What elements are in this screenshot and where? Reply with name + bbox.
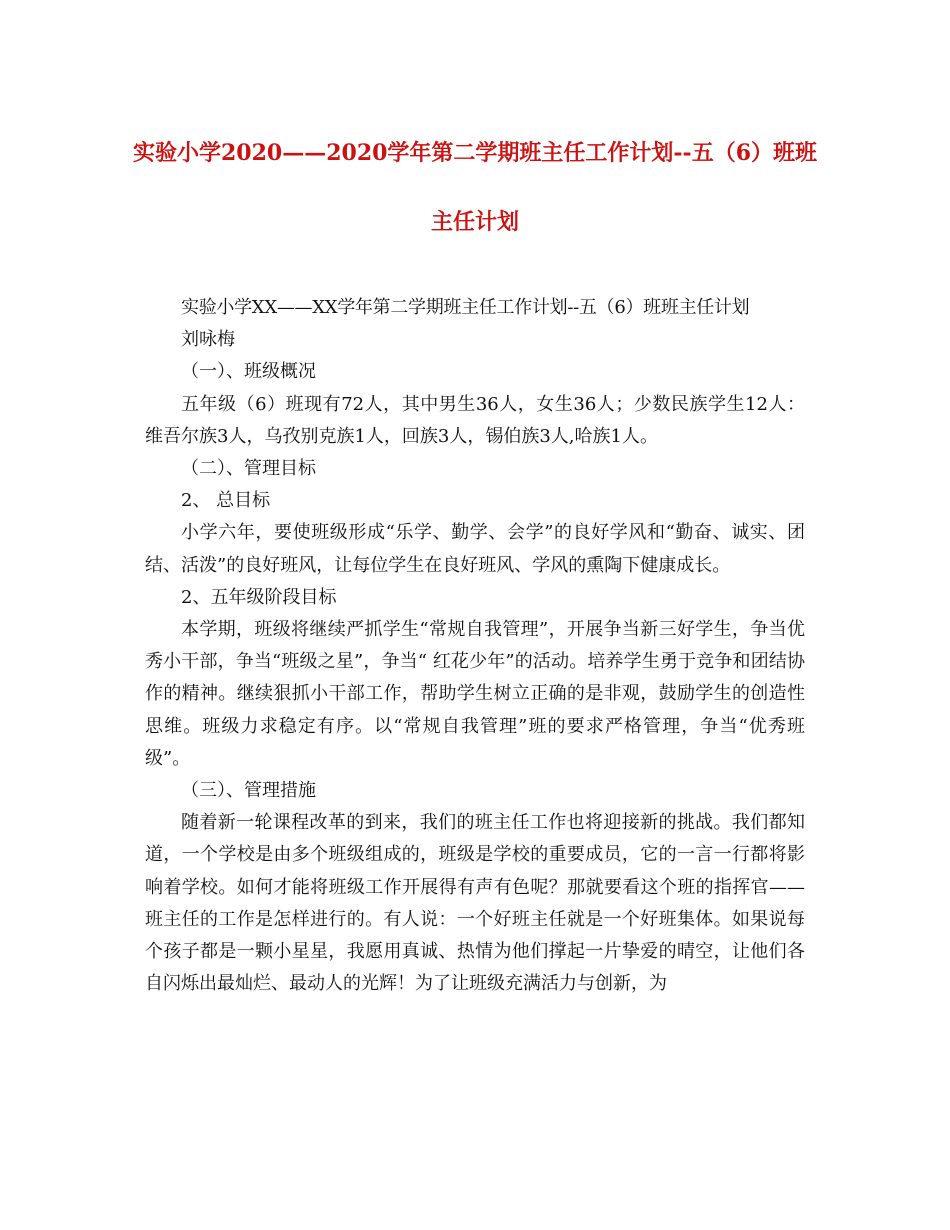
document-title-line-1: 实验小学2020——2020学年第二学期班主任工作计划--五（6）班班 xyxy=(132,140,818,166)
paragraph-overall-goal: 小学六年，要使班级形成“乐学、勤学、会学”的良好学风和“勤奋、诚实、团结、活泼”的良好班风，让每位学生在良好班风、学风的熏陶下健康成长。 xyxy=(145,522,805,576)
paragraph-class-overview: 五年级（6）班现有72人，其中男生36人，女生36人；少数民族学生12人：维吾尔族3人，乌孜别克族1人，回族3人，锡伯族3人,哈族1人。 xyxy=(145,393,805,447)
paragraph-management-measures: 随着新一轮课程改革的到来，我们的班主任工作也将迎接新的挑战。我们都知道，一个学校是由多个班级组成的，班级是学校的重要成员，它的一言一行都将影响着学校。如何才能将班级工作开展得有声有色呢？那就要看这个班的指挥官——班主任的工作是怎样进行的。有人说：一个好班主任就是一个好班集体。如果说每个孩子都是一颗小星星，我愿用真诚、热情为他们撑起一片挚爱的晴空，让他们各自闪烁出最灿烂、最动人的光辉！为了让班级充满活力与创新，为 xyxy=(145,812,805,995)
section-heading-management-goals: （二）、管理目标 xyxy=(181,458,316,480)
section-heading-class-overview: （一）、班级概况 xyxy=(181,361,316,383)
paragraph-author: 刘咏梅 xyxy=(181,329,235,351)
subheading-overall-goal: 2、 总目标 xyxy=(181,490,271,512)
section-heading-management-measures: （三）、管理措施 xyxy=(181,780,316,802)
paragraph-subtitle: 实验小学XX——XX学年第二学期班主任工作计划--五（6）班班主任计划 xyxy=(181,297,750,318)
document-title-line-2: 主任计划 xyxy=(430,209,519,235)
subheading-grade-five-goal: 2、五年级阶段目标 xyxy=(181,586,337,608)
document-body xyxy=(145,292,805,1000)
paragraph-grade-five-goal: 本学期，班级将继续严抓学生“常规自我管理”，开展争当新三好学生，争当优秀小干部，争当“班级之星”，争当“ 红花少年”的活动。培养学生勇于竞争和团结协作的精神。继续狠抓小干部工作，帮助学生树立正确的是非观，鼓励学生的创造性思维。班级力求稳定有序。以“常规自我管理”班的要求严格管理，争当“优秀班级”。 xyxy=(145,619,805,769)
